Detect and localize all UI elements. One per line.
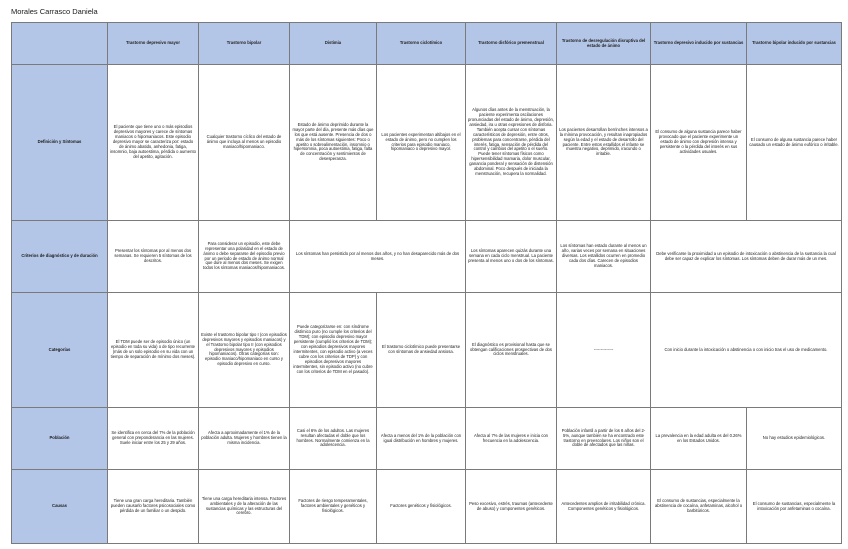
table-cell: Presentar los síntomas por al menos dos semanas. Se requieren 5 síntomas de los descritos. (108, 221, 199, 293)
table-cell: Puede categorizarse en: con síndrome distímico puro (no cumple los criterios del TDM); con episodio depresivo mayor persistente (cumplió los criterios de TDM); con episodios depresivos mayores intermitentes, con episodio activo (a veces cubre con los criterios de TDP) y con episodios depresivos mayores intermitentes, sin episodio activo (no cubre con los criterios de TDM en el pasado). (290, 293, 377, 408)
table-cell: Los síntomas han persistido por al menos dos años, y no han desaparecido más de dos meses. (290, 221, 466, 293)
row-header: Criterios de diagnóstico y de duración (12, 221, 108, 293)
column-header: Trastorno bipolar inducido por sustancias (747, 23, 842, 65)
header-row (12, 23, 842, 65)
row-header: Definición y Síntomas (12, 65, 108, 221)
table-cell: Tiene una carga hereditaria intensa. Factores ambientales y de la alteración de las sustancias químicas y las estructuras del cerebro. (199, 470, 290, 544)
table-cell: Los síntomas han estado durante al menos un año, varias veces por semana en situaciones diversas. Los estallidos ocurren en promedio cada dos días. Carecen de episodios maniacos. (557, 221, 651, 293)
row-causas (12, 470, 842, 544)
row-criterios (12, 221, 842, 293)
table-cell: Población infantil a partir de los 6 años del 2-5%, aunque también se ha encontrado este trastorno en preescolares. Los niños son el doble de afectados que las niñas. (557, 408, 651, 470)
comparison-table (11, 22, 842, 544)
table-cell: El consumo de sustancias, especialmente la intoxicación por anfetaminas o cocaína. (747, 470, 842, 544)
table-cell: Para considerar un episodio, este debe representar una polaridad en el estado de ánimo o debe separarse del episodio previo por un periodo de estado de ánimo normal que dure al menos dos meses. Se exigen todos los síntomas maniacos/hipomaniacos. (199, 221, 290, 293)
corner-cell (12, 23, 108, 65)
table-cell: Afecta a aproximadamente el 1% de la población adulta. Mujeres y hombres tienen la misma incidencia. (199, 408, 290, 470)
column-header: Trastorno disfórico premenstrual (466, 23, 557, 65)
table-cell: El TDM puede ser de episodio único (un episodio en toda su vida) o de tipo recurrente (más de un solo episodio en su vida con un tiempo de separación de mínimo dos meses). (108, 293, 199, 408)
table-cell: Cualquier trastorno cíclico del estado de ánimo que incluya al menos un episodio maniaco/hipomaniaco. (199, 65, 290, 221)
table-cell: Afecta a menos del 1% de la población con igual distribución en hombres y mujeres. (377, 408, 466, 470)
column-header: Trastorno ciclotímico (377, 23, 466, 65)
column-header: Trastorno depresivo mayor (108, 23, 199, 65)
table-cell: No hay estudios epidemiológicos. (747, 408, 842, 470)
table-cell: Factores genéticos y fisiológicos. (377, 470, 466, 544)
table-cell: Estado de ánimo deprimido durante la mayor parte del día, presente más días que los que está ausente. Presencia de dos o más de los síntomas siguientes: Poco o apetito o sobrealimentación, insomnio o hipersomnia, poca autoestima, fatiga, falta de concentración y sentimientos de desesperanza. (290, 65, 377, 221)
table-cell: El consumo de alguna sustancia parece haber causado un estado de ánimo eufórico o irritable. (747, 65, 842, 221)
row-header: Causas (12, 470, 108, 544)
column-header: Trastorno depresivo inducido por sustancias (651, 23, 747, 65)
row-header: Población (12, 408, 108, 470)
row-definicion (12, 65, 842, 221)
table-cell: La prevalencia en la edad adulta es del 0.26% en los Estados Unidos. (651, 408, 747, 470)
table-cell: Con inicio durante la intoxicación o abstinencia o con inicio tras el uso de medicamento. (651, 293, 842, 408)
table-cell: El trastorno ciclotímico puede presentarse con síntomas de ansiedad ansiosa. (377, 293, 466, 408)
table-cell: Los síntomas aparecen quizás durante una semana en cada ciclo menstrual. La paciente presenta al menos uno o dos de los síntomas. (466, 221, 557, 293)
table-cell: Los pacientes desarrollan berrinches intensos a la mínima provocación, y resultan inapropiados según la edad y el estado de desarrollo del paciente. Entre estos estallidos el infante se muestra negativo, deprimido, iracundo o irritable. (557, 65, 651, 221)
table-cell: Factores de riesgo temperamentales, factores ambientales y genéticos y fisiológicos. (290, 470, 377, 544)
column-header: Trastorno de desregulación disruptiva del estado de ánimo (557, 23, 651, 65)
table-cell: Tiene una gran carga hereditaria. También pueden causarlo factores psicosociales como pérdida de un familiar o un despido. (108, 470, 199, 544)
column-header: Distimia (290, 23, 377, 65)
table-cell: El consumo de sustancias, especialmente la abstinencia de cocaína, anfetaminas, alcohol o barbitúricos. (651, 470, 747, 544)
table-cell: Casi el 6% de los adultos. Las mujeres resultan afectadas el doble que los hombres. Normalmente comienza en la adolescencia. (290, 408, 377, 470)
table-cell: Peso excesivo, estrés, traumas (antecedente de abuso) y componentes genéticos. (466, 470, 557, 544)
table-cell: Debe verificarse la proximidad a un episodio de intoxicación o abstinencia de la sustancia la cual debe ser capaz de explicar los síntomas. Los síntomas deben de durar más de un mes. (651, 221, 842, 293)
table-cell: El consumo de alguna sustancia parece haber provocado que el paciente experimente un estado de ánimo con depresión intensa y persistente o la pérdida del interés en sus actividades usuales. (651, 65, 747, 221)
author-name: Morales Carrasco Daniela (11, 7, 98, 16)
column-header: Trastorno bipolar (199, 23, 290, 65)
table-cell: Los pacientes experimentan altibajos en el estado de ánimo, pero no cumplen los criterios para episodio maniaco, hipomaniaco o depresivo mayor. (377, 65, 466, 221)
table-cell: Afecta al 7% de las mujeres e inicia con frecuencia en la adolescencia. (466, 408, 557, 470)
table-cell: El paciente que tiene uno o más episodios depresivos mayores y carece de síntomas maniacos o hipomaniacos. Este episodio depresivo mayor se caracteriza por: estado de ánimo abatido, anhedonia, fatiga, insomnio, baja autoestima, pérdida o aumento del apetito, agitación. (108, 65, 199, 221)
row-categorias (12, 293, 842, 408)
table-cell: Antecedentes amplios de irritabilidad crónica. Componentes genéticos y fisiológicos. (557, 470, 651, 544)
table-cell: Se identifica en cerca del 7% de la población general con preponderancia en las mujeres. Suele iniciar entre los 25 y 29 años. (108, 408, 199, 470)
table-cell: -------------- (557, 293, 651, 408)
row-header: Categorías (12, 293, 108, 408)
table-cell: El diagnóstico es provisional hasta que se obtengan calificaciones prospectivas de dos ciclos menstruales. (466, 293, 557, 408)
table-cell: Existe el trastorno bipolar tipo I (con episodios depresivos mayores y episodios maniacos) y el Trastorno bipolar tipo II (con episodios depresivos mayores y episodios hipomaniacos). Otras categorías son: episodio maniaco/hipomaniaco en curso y episodio depresivo en curso. (199, 293, 290, 408)
table-cell: Algunos días antes de la menstruación, la paciente experimenta oscilaciones pronunciadas del estado de ánimo, depresión, ansiedad, ira u otras expresiones de disforia. También acepta cursar con síntomas característicos de depresión, entre otros, problemas para concentrarse, pérdida del interés, fatiga, sensación de pérdida del control y cambios del apetito o el sueño. Puede tener síntomas físicos como hipersensibilidad mamaria, dolor muscular, ganancia ponderal y sensación de distensión abdominal. Poco después de iniciada la menstruación, recupera la normalidad. (466, 65, 557, 221)
row-poblacion (12, 408, 842, 470)
